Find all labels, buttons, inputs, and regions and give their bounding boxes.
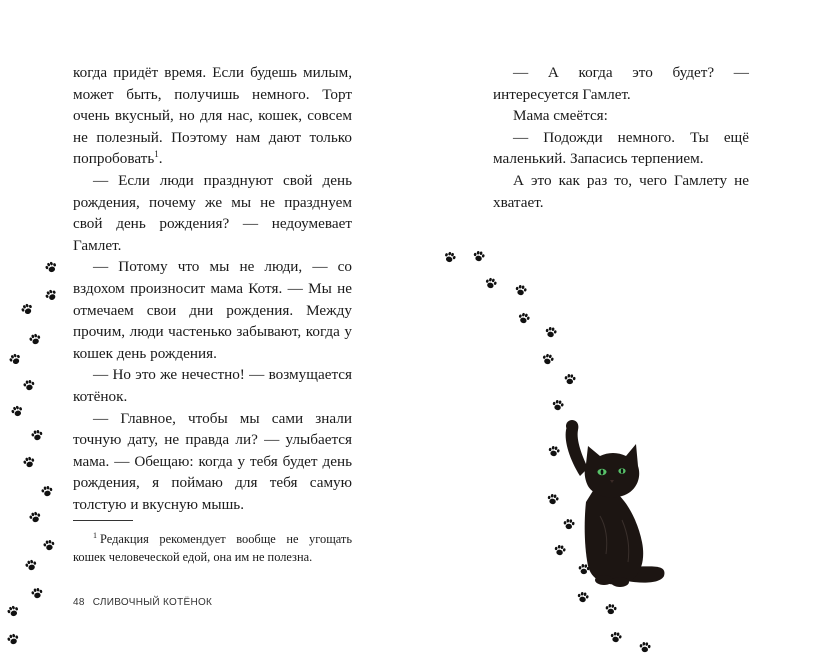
paw-print-icon	[603, 601, 618, 616]
paw-print-icon	[29, 585, 45, 601]
paw-print-icon	[39, 483, 55, 499]
paragraph-7: Мама смеётся:	[513, 107, 608, 125]
paw-print-icon	[41, 537, 57, 553]
left-text-column	[73, 62, 352, 515]
footnote-divider	[73, 520, 133, 521]
paragraph-5: — Главное, чтобы мы сами знали точную дату, не правда ли? — улыбается мама. — Обещаю: когда у тебя будет день рождения, я поймаю для тебя самую толстую и вкусную мышь.	[73, 409, 352, 513]
footnote-mark: 1	[93, 531, 97, 540]
footnote-text: Редакция рекомендует вообще не угощать кошек человеческой едой, она им не полезна.	[73, 532, 352, 564]
paw-print-icon	[21, 377, 37, 393]
paragraph-3: — Потому что мы не люди, — со вздохом произносит мама Котя. — Мы не отмечаем свои дни рождения. Между прочим, люди частенько забывают, когда у кошек день рождения.	[73, 258, 352, 362]
page-footer	[73, 597, 212, 608]
footnote	[73, 527, 352, 566]
paragraph-8: — Подожди немного. Ты ещё маленький. Запасись терпением.	[493, 128, 749, 168]
running-title: СЛИВОЧНЫЙ КОТЁНОК	[92, 597, 213, 608]
footnote-ref[interactable]: 1	[154, 149, 159, 160]
paw-print-icon	[471, 248, 487, 264]
paragraph-1: когда придёт время. Если будешь милым, может быть, получишь немного. Торт очень вкусный, но для нас, кошек, совсем не полезный. Поэтому нам дают только попробовать$^1$.	[73, 64, 352, 168]
paw-print-icon	[562, 371, 577, 386]
black-kitten-illustration	[556, 416, 672, 588]
paw-print-icon	[637, 639, 652, 654]
paragraph-4: — Но это же нечестно! — возмущается котёнок.	[73, 366, 352, 405]
paw-print-icon	[575, 589, 591, 605]
paragraph-9: А это как раз то, чего Гамлету не хватает.	[493, 171, 749, 211]
paw-print-icon	[543, 324, 559, 340]
paw-print-icon	[550, 397, 566, 413]
page-number: 48	[73, 597, 85, 608]
paragraph-2: — Если люди празднуют свой день рождения, почему же мы не празднуем свой день рождения? — недоумевает Гамлет.	[73, 171, 352, 254]
paragraph-6: — А когда это будет? — интересуется Гамлет.	[493, 64, 749, 103]
paw-print-icon	[608, 629, 624, 645]
paw-print-icon	[513, 282, 529, 298]
paw-print-icon	[29, 427, 45, 443]
right-text-column	[493, 62, 749, 213]
